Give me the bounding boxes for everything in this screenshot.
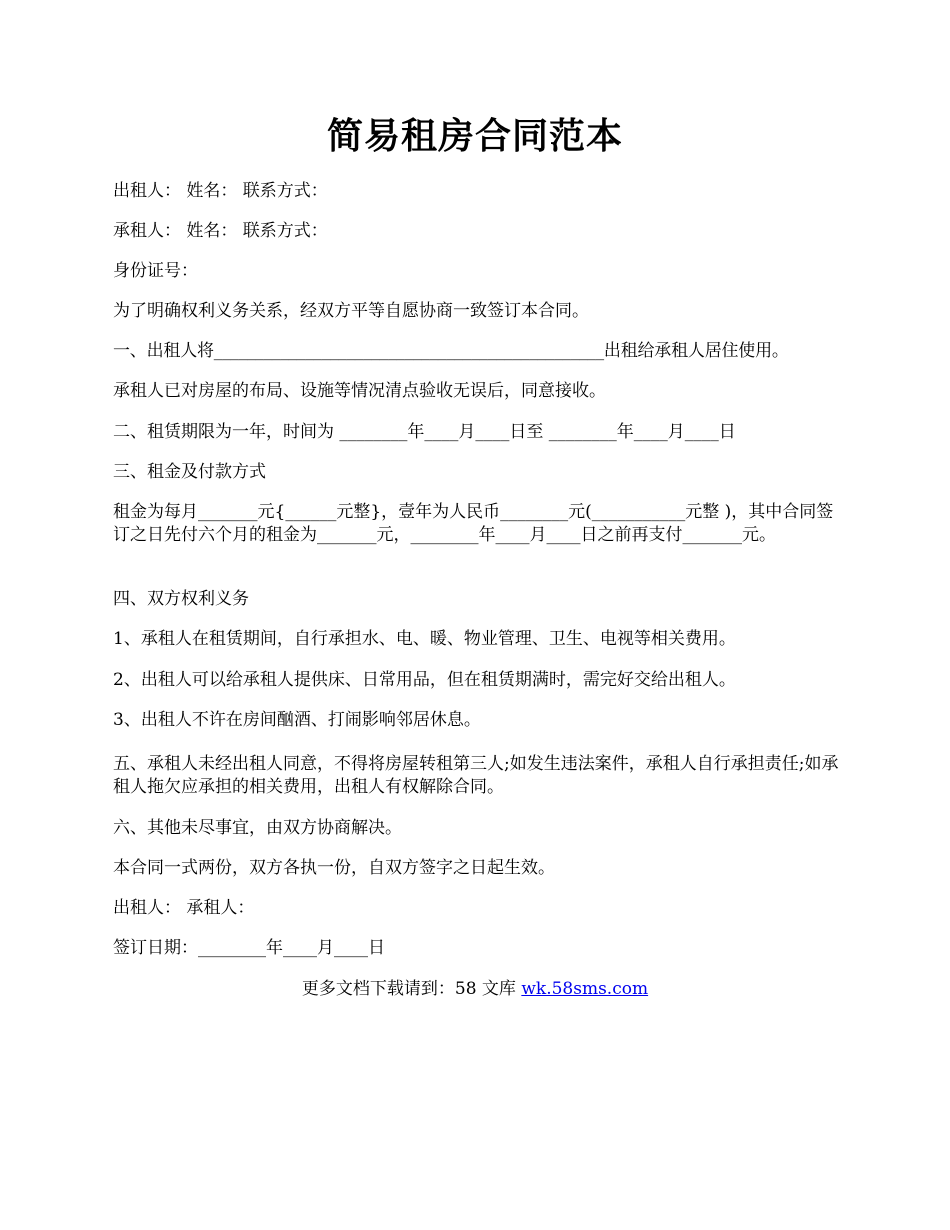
preamble-paragraph: 为了明确权利义务关系，经双方平等自愿协商一致签订本合同。 — [113, 301, 589, 321]
clause-3-heading: 三、租金及付款方式 — [113, 462, 266, 482]
obligation-3-paragraph: 3、出租人不许在房间酗酒、打闹影响邻居休息。 — [113, 710, 481, 730]
footer-text: 更多文档下载请到：58 文库 — [301, 979, 522, 999]
obligation-2-paragraph: 2、出租人可以给承租人提供床、日常用品，但在租赁期满时，需完好交给出租人。 — [113, 670, 736, 690]
clause-6-paragraph: 六、其他未尽事宜，由双方协商解决。 — [113, 818, 402, 838]
copies-paragraph: 本合同一式两份，双方各执一份，自双方签字之日起生效。 — [113, 858, 555, 878]
lessor-info-line: 出租人： 姓名： 联系方式： — [113, 181, 328, 201]
obligation-1-paragraph: 1、承租人在租赁期间，自行承担水、电、暖、物业管理、卫生、电视等相关费用。 — [113, 629, 736, 649]
lessee-info-line: 承租人： 姓名： 联系方式： — [113, 221, 328, 241]
clause-1-paragraph: 一、出租人将_______________________________________________出租给承租人居住使用。 — [113, 341, 789, 361]
signature-line: 出租人： 承租人： — [113, 898, 255, 918]
clause-4-heading: 四、双方权利义务 — [113, 589, 249, 609]
footer-link[interactable]: wk.58sms.com — [521, 979, 649, 999]
clause-5-paragraph: 五、承租人未经出租人同意，不得将房屋转租第三人;如发生违法案件，承租人自行承担责任;如承租人拖欠应承担的相关费用，出租人有权解除合同。 — [113, 754, 839, 797]
acceptance-paragraph: 承租人已对房屋的布局、设施等情况清点验收无误后，同意接收。 — [113, 381, 606, 401]
footer — [0, 978, 950, 1001]
rent-payment-paragraph: 租金为每月_______元{______元整}，壹年为人民币________元(___________元整 )，其中合同签订之日先付六个月的租金为_______元，________年____月____日之前再支付_______元。 — [113, 502, 834, 545]
document-title: 简易租房合同范本 — [326, 115, 623, 157]
signing-date-line: 签订日期：________年____月____日 — [113, 938, 385, 958]
clause-2-lease-term: 二、租赁期限为一年，时间为 ________年____月____日至 ________年____月____日 — [113, 422, 736, 442]
id-number-line: 身份证号： — [113, 261, 198, 281]
